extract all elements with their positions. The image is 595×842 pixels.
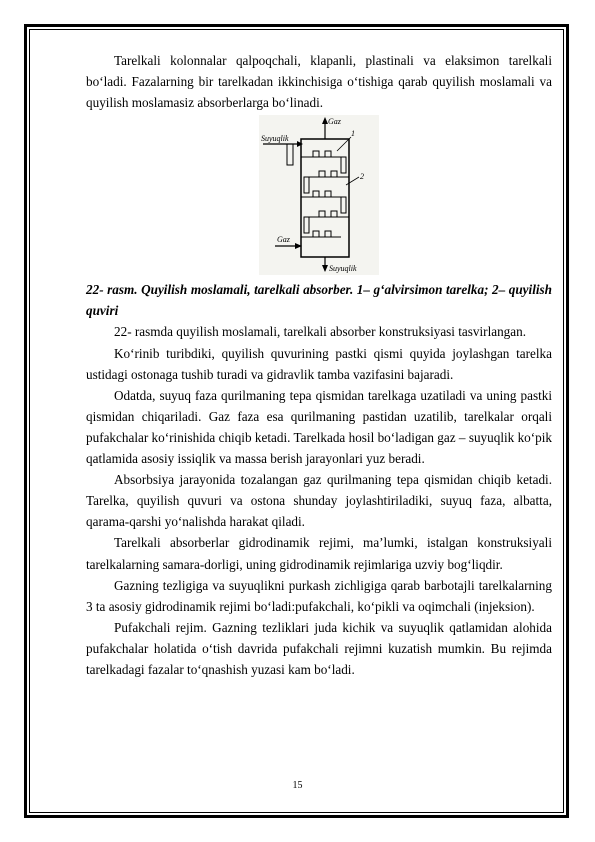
paragraph-8: Pufakchali rejim. Gazning tezliklari juda kichik va suyuqlik qatlamidan alohida pufakchalar holatida o‘tish davrida pufakchali rejimni kuzatish mumkin. Bu rejimda tarelkadagi fazalar to‘qnashish yuzasi kam bo‘ladi.: [86, 619, 552, 677]
absorber-figure: [259, 115, 379, 275]
page-number: 15: [292, 780, 303, 791]
gas-bottom-label: Gaz: [277, 235, 290, 245]
label-1: 1: [351, 129, 355, 139]
gas-top-label: Gaz: [328, 117, 341, 127]
paragraph-6: Tarelkali absorberlar gidrodinamik rejimi, ma’lumki, istalgan konstruksiyali tarelkalarning samara-dorligi, uning gidrodinamik rejimlariga uzviy bog‘liqdir.: [86, 535, 552, 572]
paragraph-1: Tarelkali kolonnalar qalpoqchali, klapanli, plastinali va elaksimon tarelkali bo‘ladi. Fazalarning bir tarelkadan ikkinchisiga o‘tishiga qarab quyilish moslamali va quyilish moslamasiz absorberlarga bo‘linadi.: [86, 53, 552, 111]
liquid-in-label: Suyuqlik: [261, 134, 289, 144]
paragraph-3: Ko‘rinib turibdiki, quyilish quvurining pastki qismi quyida joylashgan tarelka ustidagi ostonaga tushib turadi va gidravlik tamba vazifasini bajaradi.: [86, 345, 552, 382]
label-2: 2: [360, 172, 364, 182]
document-body: [86, 50, 552, 680]
figure-caption: 22- rasm. Quyilish moslamali, tarelkali absorber. 1– g‘alvirsimon tarelka; 2– quyilish quviri: [86, 282, 552, 319]
liquid-out-label: Suyuqlik: [329, 264, 357, 274]
paragraph-5: Absorbsiya jarayonida tozalangan gaz qurilmaning tepa qismidan chiqib ketadi. Tarelka, quyilish quvuri va ostona shunday joylashtiriladiki, suyuq faza, albatta, qarama-qarshi yo‘nalishda harakat qiladi.: [86, 472, 552, 530]
paragraph-7: Gazning tezligiga va suyuqlikni purkash zichligiga qarab barbotajli tarelkalarning 3 ta asosiy gidrodinamik rejimi bo‘ladi:pufakchali, ko‘pikli va oqimchali (injeksion).: [86, 577, 552, 614]
paragraph-2: 22- rasmda quyilish moslamali, tarelkali absorber konstruksiyasi tasvirlangan.: [114, 324, 527, 340]
paragraph-4: Odatda, suyuq faza qurilmaning tepa qismidan tarelkaga uzatiladi va uning pastki qismidan chiqariladi. Gaz faza esa qurilmaning pastidan uzatilib, tarelkalar orqali pufakchalar ko‘rinishida chiqib ketadi. Tarelkada hosil bo‘ladigan gaz – suyuqlik ko‘pik qatlamida asosiy issiqlik va massa berish jarayonlari yuz beradi.: [86, 387, 552, 467]
